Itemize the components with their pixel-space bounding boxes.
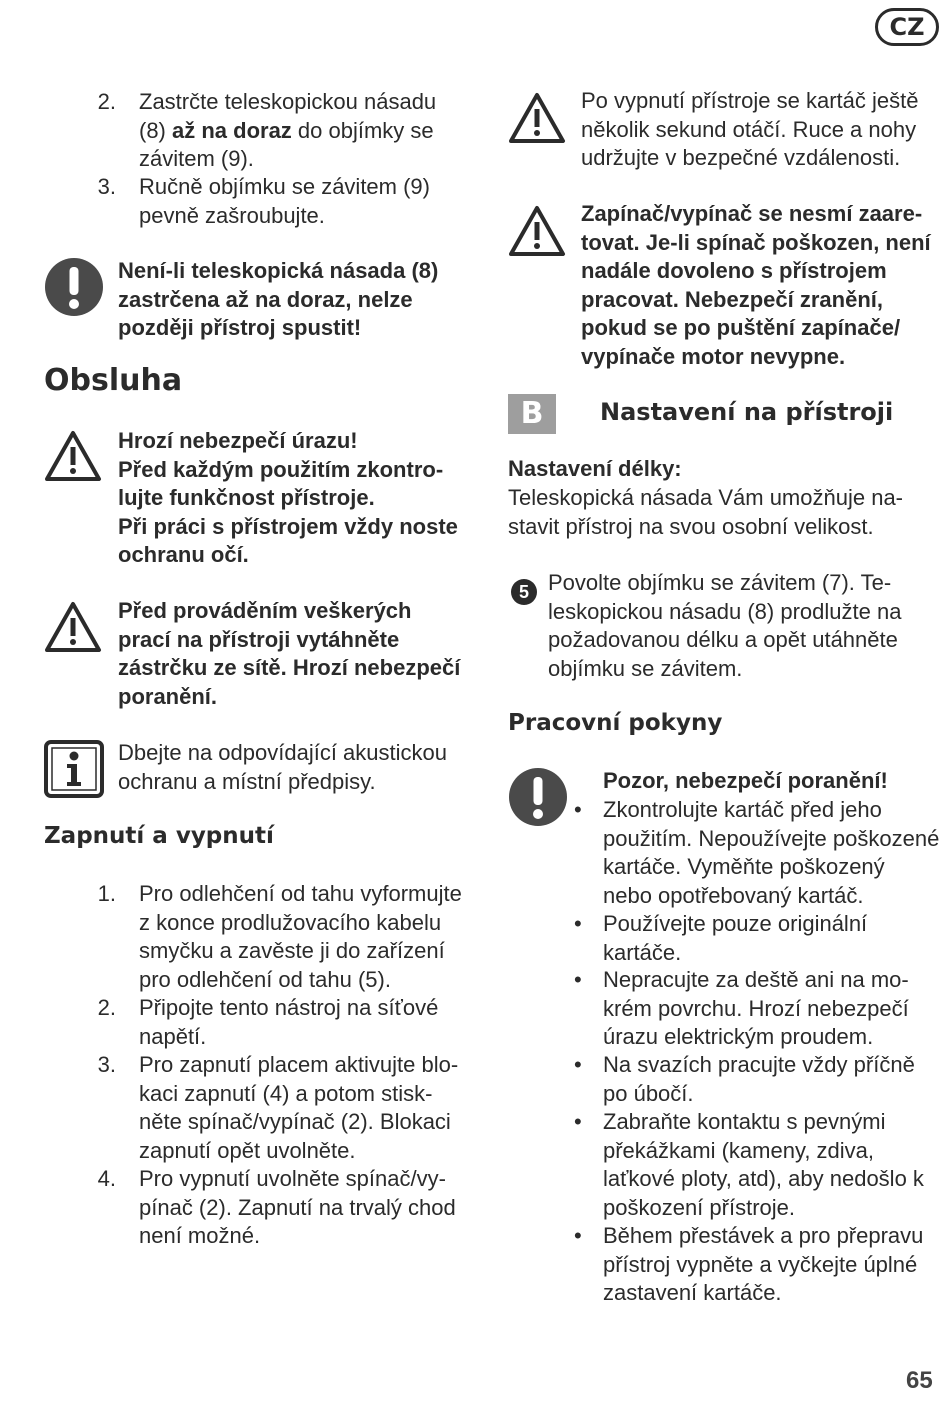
step-line: není možné. [139, 1223, 261, 1248]
step-line: Pro odlehčení od tahu vyformujte [139, 881, 462, 906]
plug-warning [118, 597, 460, 711]
step-line: pevně zašroubujte. [139, 202, 325, 228]
warning-triangle-icon [508, 205, 566, 257]
heading-on-off: Zapnutí a vypnutí [44, 823, 274, 849]
warning-line: ochranu očí. [118, 542, 249, 567]
step-line: Zastrčte teleskopickou násadu [139, 89, 437, 114]
step-text [139, 1051, 458, 1165]
step-line: z konce prodlužovacího kabelu [139, 909, 442, 935]
warning-triangle-icon [508, 92, 566, 144]
item-line: překážkami (kameny, zdiva, [603, 1137, 875, 1163]
warning-line: několik sekund otáčí. Ruce a nohy [581, 116, 917, 142]
language-badge: CZ [875, 8, 939, 46]
info-line: ochranu a místní předpisy. [118, 768, 376, 794]
rundown-warning [581, 87, 919, 173]
bullet: • [574, 1052, 582, 1077]
bullet: • [574, 967, 582, 992]
step-text [139, 994, 438, 1051]
switch-warning [581, 200, 931, 371]
step-line: pínač (2). Zapnutí na trvalý chod [139, 1194, 456, 1220]
note-line: Není-li teleskopická násada (8) [118, 258, 439, 283]
step-line: kaci zapnutí (4) a potom stisk- [139, 1080, 433, 1106]
item-line: Na svazích pracujte vždy příčně [603, 1052, 915, 1077]
warning-line: nadále dovoleno s přístrojem [581, 258, 887, 283]
exclamation-circle-icon [508, 767, 568, 827]
list-item [603, 1051, 915, 1108]
warning-line: Při práci s přístrojem vždy noste [118, 513, 458, 539]
step-text [139, 1165, 456, 1251]
item-line: laťkové ploty, atd), aby nedošlo k [603, 1166, 924, 1191]
step-line: (8) až na doraz do objímky se [139, 117, 434, 143]
list-item [603, 966, 909, 1052]
warning-line: pracovat. Nebezpečí zranění, [581, 286, 883, 312]
step-text [139, 880, 462, 994]
warning-line: Zapínač/vypínač se nesmí zaare- [581, 201, 923, 226]
step-line: objímku se závitem. [548, 655, 743, 681]
step-number: 2. [97, 995, 116, 1020]
warning-line: tovat. Je-li spínač poškozen, není [581, 229, 931, 255]
item-line: poškození přístroje. [603, 1194, 795, 1220]
warning-line: prací na přístroji vytáhněte [118, 626, 400, 652]
step-line: Připojte tento nástroj na síťové [139, 995, 439, 1020]
step-line: Pro vypnutí uvolněte spínač/vy- [139, 1166, 446, 1191]
item-line: kartáče. [603, 939, 682, 965]
step-text [139, 88, 436, 174]
step-line: Pro zapnutí placem aktivujte blo- [139, 1052, 459, 1077]
step-line: požadovanou délku a opět utáhněte [548, 627, 898, 652]
item-line: úrazu elektrickým proudem. [603, 1024, 874, 1049]
warning-line: poranění. [118, 683, 218, 709]
item-line: použitím. Nepoužívejte poškozené [603, 825, 940, 851]
heading-operation: Obsluha [44, 363, 183, 398]
warning-line: Před prováděním veškerých [118, 598, 412, 623]
item-line: Nepracujte za deště ani na mo- [603, 967, 909, 992]
warning-line: pokud se po puštění zapínače/ [581, 315, 901, 340]
section-letter-badge: B [508, 394, 556, 434]
length-label: Nastavení délky: [508, 456, 682, 481]
step-line: leskopickou násadu (8) prodlužte na [548, 598, 902, 624]
list-item [603, 1222, 923, 1308]
step-line: něte spínač/vypínač (2). Blokaci [139, 1109, 451, 1134]
note-line: později přístroj spustit! [118, 315, 362, 340]
step-text [139, 173, 430, 230]
step-number: 1. [97, 881, 116, 906]
heading-work-instructions: Pracovní pokyny [508, 710, 723, 736]
bullet: • [574, 1223, 582, 1248]
item-line: Zabraňte kontaktu s pevnými [603, 1109, 886, 1134]
list-item [603, 1108, 924, 1222]
list-item [603, 796, 939, 910]
item-line: kartáče. Vyměňte poškozený [603, 854, 885, 879]
item-line: krém povrchu. Hrozí nebezpečí [603, 995, 909, 1021]
warning-triangle-icon [44, 430, 102, 482]
step-number: 3. [97, 1052, 116, 1077]
text-line: stavit přístroj na svou osobní velikost. [508, 513, 874, 539]
warning-line: Před každým použitím zkontro- [118, 456, 444, 482]
item-line: zastavení kartáče. [603, 1280, 782, 1305]
warning-line: Hrozí nebezpečí úrazu! [118, 428, 358, 453]
hearing-info [118, 739, 447, 796]
warning-triangle-icon [44, 601, 102, 653]
text-line: Teleskopická násada Vám umožňuje na- [508, 485, 904, 510]
step-number: 4. [97, 1166, 116, 1191]
list-item [603, 910, 867, 967]
warning-line: Po vypnutí přístroje se kartáč ještě [581, 88, 919, 113]
warning-line: zástrčku ze sítě. Hrozí nebezpečí [118, 655, 461, 680]
step-number: 2. [97, 89, 116, 114]
heading-settings: Nastavení na přístroji [600, 398, 894, 426]
step-line: zapnutí opět uvolněte. [139, 1137, 356, 1163]
bullet: • [574, 911, 582, 936]
length-text [508, 484, 903, 541]
warning-line: udržujte v bezpečné vzdálenosti. [581, 145, 901, 170]
step-number: 3. [97, 174, 116, 199]
bullet: • [574, 1109, 582, 1134]
info-icon [44, 740, 104, 798]
step-line: Povolte objímku se závitem (7). Te- [548, 570, 892, 595]
warning-line: lujte funkčnost přístroje. [118, 485, 375, 510]
step-line: pro odlehčení od tahu (5). [139, 966, 391, 992]
step-5-text [548, 569, 901, 683]
page-number: 65 [906, 1367, 933, 1394]
item-line: nebo opotřebovaný kartáč. [603, 882, 864, 908]
step-line: napětí. [139, 1023, 207, 1049]
injury-warning [118, 427, 458, 570]
mount-note [118, 257, 438, 343]
step-5-badge: 5 [511, 579, 537, 605]
item-line: Zkontrolujte kartáč před jeho [603, 797, 882, 822]
warning-line: vypínače motor nevypne. [581, 343, 846, 369]
step-line: Ručně objímku se závitem (9) [139, 174, 430, 199]
item-line: Používejte pouze originální [603, 911, 868, 936]
note-line: zastrčena až na doraz, nelze [118, 286, 413, 312]
exclamation-circle-icon [44, 257, 104, 317]
item-line: Během přestávek a pro přepravu [603, 1223, 924, 1248]
bullet: • [574, 797, 582, 822]
step-line: smyčku a zavěste ji do zařízení [139, 938, 445, 963]
item-line: přístroj vypněte a vyčkejte úplné [603, 1251, 918, 1277]
work-warning-title: Pozor, nebezpečí poranění! [603, 768, 888, 793]
item-line: po úbočí. [603, 1080, 694, 1106]
step-line: závitem (9). [139, 146, 254, 171]
info-line: Dbejte na odpovídající akustickou [118, 740, 447, 765]
